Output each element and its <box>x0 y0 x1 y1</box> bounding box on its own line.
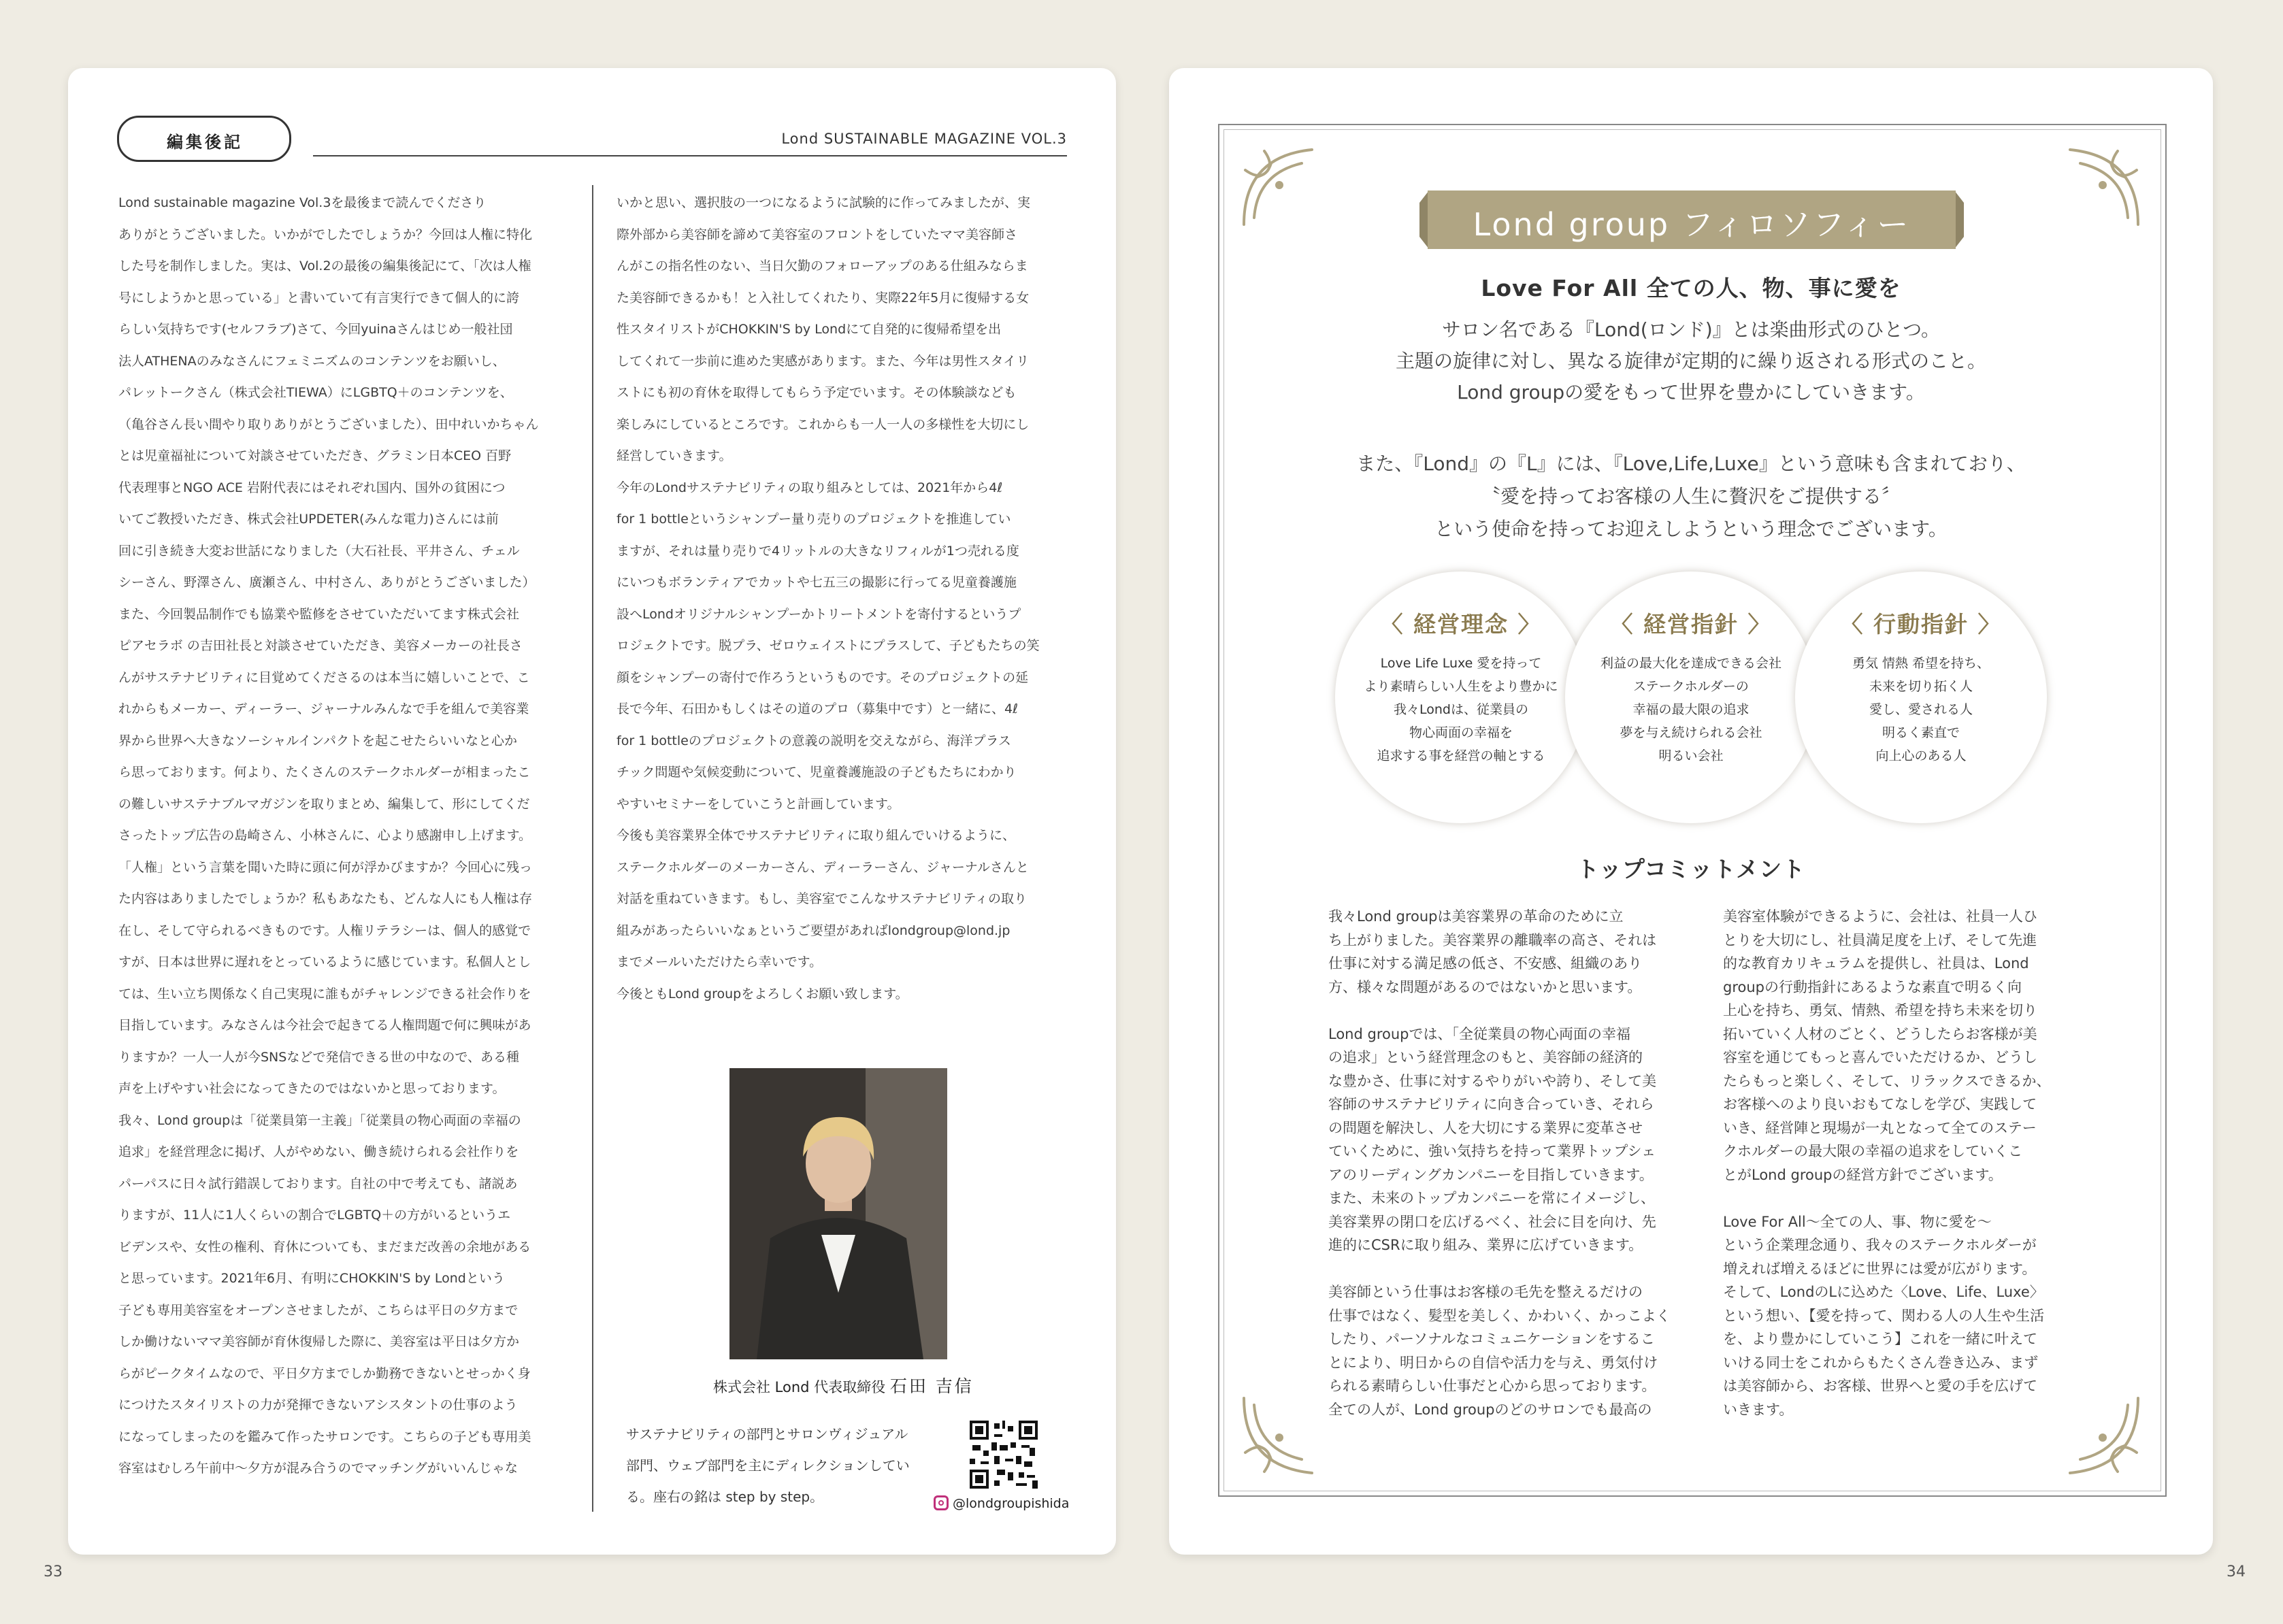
text-line: 美容業界の閉口を広げるべく、社会に目を向け、先 <box>1328 1213 1656 1230</box>
circle-line: 未来を切り拓く人 <box>1869 679 1973 694</box>
text-line <box>1723 1187 2051 1210</box>
text-line: 号にしようかと思っている」と書いていて有言実行できて個人的に誇 <box>118 290 520 305</box>
text-line: すが、日本は世界に遅れをとっているように感じています。私個人とし <box>118 955 531 970</box>
text-line: 我々、Lond groupは「従業員第一主義」「従業員の物心両面の幸福の <box>118 1112 521 1128</box>
text-line: for 1 bottleのプロジェクトの意義の説明を交えながら、海洋プラス <box>617 733 1011 748</box>
text-line: らしい気持ちです(セルフラブ)さて、今回yuinaさんはじめ一般社団 <box>118 322 513 337</box>
text-line: た内容はありましたでしょうか？私もあなたも、どんな人にも人権は存 <box>118 891 533 906</box>
commitment-column-1 <box>1328 905 1671 1421</box>
text-line: ありがとうございました。いかがでしたでしょうか？今回は人権に特化 <box>118 227 533 242</box>
text-line: やすいセミナーをしていこうと計画しています。 <box>617 796 900 812</box>
editorial-column-2 <box>617 187 1040 1010</box>
text-line: になってしまったのを鑑みて作ったサロンです。こちらの子ども専用美 <box>118 1429 531 1444</box>
text-line: また、今回製品制作でも協業や監修をさせていただいてます株式会社 <box>118 606 520 622</box>
text-line: ますが、それは量り売りで4リットルの大きなリフィルが1つ売れる度 <box>617 543 1019 559</box>
text-line: いきます。 <box>1723 1401 1794 1418</box>
page-number-left: 33 <box>44 1563 63 1580</box>
intro-line: 主題の旋律に対し、異なる旋律が定期的に繰り返される形式のこと。 <box>1395 350 1986 372</box>
qr-code-icon[interactable] <box>970 1421 1038 1489</box>
instagram-icon <box>934 1495 949 1510</box>
intro-line: 〝愛を持ってお客様の人生に贅沢をご提供する〞 <box>1481 485 1901 508</box>
header-rule <box>313 155 1067 156</box>
text-line: ち上がりました。美容業界の離職率の高さ、それは <box>1328 931 1657 948</box>
text-line: と思っています。2021年6月、有明にCHOKKIN'S by Londという <box>118 1271 505 1286</box>
text-line: Lond groupでは、「全従業員の物心両面の幸福 <box>1328 1025 1630 1042</box>
page-number-right: 34 <box>2227 1563 2246 1580</box>
corner-ornament-icon <box>2056 1391 2145 1480</box>
text-line: しか働けないママ美容師が育休復帰した際に、美容室は平日は夕方か <box>118 1334 520 1349</box>
left-page <box>68 68 1116 1555</box>
text-line: らがピークタイムなので、平日夕方までしか勤務できないとせっかく身 <box>118 1365 531 1381</box>
text-line: （亀谷さん長い間やり取りありがとうございました）、田中れいかちゃん <box>118 416 539 432</box>
right-page <box>1169 68 2213 1555</box>
text-line: んがサステナビリティに目覚めてくださるのは本当に嬉しいことで、こ <box>118 669 530 685</box>
corner-ornament-icon <box>1237 143 1326 231</box>
text-line: 経営していきます。 <box>617 448 732 463</box>
column-divider <box>592 185 593 1512</box>
circle-body <box>1795 652 2047 767</box>
text-line: チック問題や気候変動について、児童養護施設の子どもたちにわかり <box>617 765 1017 780</box>
text-line: とは児童福祉について対談させていただき、グラミン日本CEO 百野 <box>118 448 512 463</box>
section-tag-label: 編集後記 <box>167 133 243 152</box>
text-line: そして、LondのLに込めた〈Love、Life、Luxe〉 <box>1723 1284 2044 1300</box>
text-line: ストにも初の育休を取得してもらう予定でいます。その体験談なども <box>617 385 1017 400</box>
text-line: という想い、【愛を持って、関わる人の人生や生活 <box>1723 1307 2045 1324</box>
circle-line: 幸福の最大限の追求 <box>1632 702 1750 717</box>
text-line: 回に引き続き大変お世話になりました（大石社長、平井さん、チェル <box>118 543 520 559</box>
text-line: Love For All～全ての人、事、物に愛を～ <box>1723 1213 1992 1230</box>
circle-line: 明るく素直で <box>1882 725 1960 740</box>
text-line: ロジェクトです。脱プラ、ゼロウェイストにプラスして、子どもたちの笑 <box>617 638 1040 653</box>
text-line: 在し、そして守られるべきものです。人権リテラシーは、個人的感覚で <box>118 923 531 938</box>
portrait-photo <box>729 1068 947 1359</box>
text-line: までメールいただけたら幸いです。 <box>617 955 823 970</box>
photo-caption <box>713 1373 974 1397</box>
text-line: の問題を解決し、人を大切にする業界に変革させ <box>1328 1119 1643 1136</box>
text-line: 仕事ではなく、髪型を美しく、かわいく、かっこよく <box>1328 1307 1671 1324</box>
text-line: クホルダーの最大限の幸福の追求をしていくこ <box>1723 1143 2023 1159</box>
circle-line: 夢を与え続けられる会社 <box>1620 725 1762 740</box>
text-line: られる素晴らしい仕事だと心から思っております。 <box>1328 1378 1656 1394</box>
text-line: にいつもボランティアでカットや七五三の撮影に行ってる児童養護施 <box>617 575 1017 590</box>
text-line: お客様へのより良いおもてなしを学び、実践して <box>1723 1096 2037 1112</box>
section-tag <box>117 116 291 162</box>
text-line: 我々Lond groupは美容業界の革命のために立 <box>1328 908 1624 925</box>
text-line: の追求」という経営理念のもと、美容師の経済的 <box>1328 1049 1643 1065</box>
text-line: for 1 bottleというシャンプー量り売りのプロジェクトを推進してい <box>617 512 1011 527</box>
text-line: 仕事に対する満足感の低さ、不安感、組織のあり <box>1328 955 1643 972</box>
text-line: 方、様々な問題があるのではないかと思います。 <box>1328 978 1642 995</box>
text-line: 「人権」という言葉を聞いた時に頭に何が浮かびますか？今回心に残っ <box>118 859 533 875</box>
intro-text-2 <box>1169 448 2213 546</box>
circle-title: 〈 行動指針 〉 <box>1840 611 2002 637</box>
text-line: ビデンスや、女性の権利、育休についても、まだまだ改善の余地がある <box>118 1239 531 1255</box>
text-line: を、より豊かにしていこう】これを一緒に叶えて <box>1723 1331 2037 1347</box>
text-line: れからもメーカー、ディーラー、ジャーナルみんなで手を組んで美容業 <box>118 701 529 716</box>
text-line: んがこの指名性のない、当日欠勤のフォローアップのある仕組みならま <box>617 259 1028 274</box>
text-line: りますか？一人一人が今SNSなどで発信できる世の中なので、ある種 <box>118 1049 519 1065</box>
commitment-column-2 <box>1723 905 2051 1421</box>
circle-line: 物心両面の幸福を <box>1409 725 1513 740</box>
magazine-title: Lond SUSTAINABLE MAGAZINE VOL.3 <box>781 131 1067 147</box>
text-line: ピアセラボ の吉田社長と対談させていただき、美容メーカーの社長さ <box>118 638 523 653</box>
text-line: 今後も美容業界全体でサステナビリティに取り組んでいけるように、 <box>617 828 1015 843</box>
circle-title: 〈 経営指針 〉 <box>1610 611 1772 637</box>
text-line: シーさん、野澤さん、廣瀬さん、中村さん、ありがとうございました） <box>118 575 536 590</box>
text-line: た美容師できるかも！と入社してくれたり、実際22年5月に復帰する女 <box>617 290 1030 305</box>
text-line: 顔をシャンプーの寄付で作ろうというものです。そのプロジェクトの延 <box>617 669 1029 685</box>
text-line: な豊かさ、仕事に対するやりがいや誇り、そして美 <box>1328 1072 1657 1089</box>
circle-line: 明るい会社 <box>1658 748 1724 763</box>
text-line: 法人ATHENAのみなさんにフェミニズムのコンテンツをお願いし、 <box>118 353 506 369</box>
circle-line: 愛し、愛される人 <box>1869 702 1973 717</box>
text-line: 性スタイリストがCHOKKIN'S by Londにて自発的に復帰希望を出 <box>617 322 1002 337</box>
text-line: 代表理事とNGO ACE 岩附代表にはそれぞれ国内、国外の貧困につ <box>118 480 506 495</box>
text-line: とにより、明日からの自信や活力を与え、勇気付け <box>1328 1354 1658 1371</box>
text-line: 長で今年、石田かもしくはその道のプロ（募集中です）と一緒に、4ℓ <box>617 701 1018 716</box>
text-line: 的な教育カリキュラムを提供し、社員は、Lond <box>1723 955 2029 972</box>
text-line: 界から世界へ大きなソーシャルインパクトを起こせたらいいなと心か <box>118 733 517 748</box>
text-line: 今後ともLond groupをよろしくお願い致します。 <box>617 986 908 1001</box>
text-line: 美容師という仕事はお客様の毛先を整えるだけの <box>1328 1284 1643 1300</box>
text-line: アのリーディングカンパニーを目指していきます。 <box>1328 1166 1654 1183</box>
bio-line: 部門、ウェブ部門を主にディレクションしてい <box>626 1457 910 1474</box>
corner-ornament-icon <box>2056 143 2145 231</box>
text-line: 進的にCSRに取り組み、業界に広げていきます。 <box>1328 1237 1643 1253</box>
circle-line: ステークホルダーの <box>1633 679 1749 694</box>
text-line: 声を上げやすい社会になってきたのではないかと思っております。 <box>118 1081 506 1096</box>
text-line: いける同士をこれからもたくさん巻き込み、まず <box>1723 1354 2039 1371</box>
text-line: 対話を重ねていきます。もし、美容室でこんなサステナビリティの取り <box>617 891 1027 906</box>
text-line: 目指しています。みなさんは今社会で起きてる人権問題で何に興味があ <box>118 1018 531 1033</box>
circle-action-guideline <box>1795 571 2047 823</box>
circle-title: 〈 経営理念 〉 <box>1380 611 1542 637</box>
intro-line: という使命を持ってお迎えしようという理念でございます。 <box>1434 518 1948 540</box>
text-line: 今年のLondサステナビリティの取り組みとしては、2021年から4ℓ <box>617 480 1003 495</box>
bio-line: る。座右の銘は step by step。 <box>626 1489 824 1505</box>
circle-body <box>1335 652 1587 767</box>
text-line: 増えれば増えるほどに世界には愛が広がります。 <box>1723 1260 2037 1277</box>
text-line: は美容師から、お客様、世界へと愛の手を広げて <box>1723 1378 2037 1394</box>
text-line: 容室を通じてもっと喜んでいただけるか、どうし <box>1723 1049 2037 1065</box>
text-line: また、未来のトップカンパニーを常にイメージし、 <box>1328 1190 1656 1206</box>
circle-line: 勇気 情熱 希望を持ち、 <box>1852 656 1990 671</box>
text-line: ては、生い立ち関係なく自己実現に誰もがチャレンジできる社会作りを <box>118 986 531 1001</box>
text-line: 容師のサステナビリティに向き合っていき、それら <box>1328 1096 1654 1112</box>
text-line <box>1328 999 1671 1023</box>
text-line: とりを大切にし、社員満足度を上げ、そして先進 <box>1723 931 2037 948</box>
text-line: とがLond groupの経営方針でございます。 <box>1723 1166 2003 1183</box>
text-line: たらもっと楽しく、そして、リラックスできるか、 <box>1723 1072 2051 1089</box>
text-line: 拓いていく人材のごとく、どうしたらお客様が美 <box>1723 1025 2037 1042</box>
circle-management-guideline <box>1565 571 1817 823</box>
text-line: さったトップ広告の島崎さん、小林さんに、心より感謝申し上げます。 <box>118 828 532 843</box>
top-commitment-heading: トップコミットメント <box>1576 856 1806 882</box>
circle-body <box>1565 652 1817 767</box>
editorial-column-1 <box>118 187 539 1485</box>
text-line: 楽しみにしているところです。これからも一人一人の多様性を大切にし <box>617 416 1030 432</box>
circle-line: 追求する事を経営の軸とする <box>1377 748 1545 763</box>
text-line: 設へLondオリジナルシャンプーかトリートメントを寄付するというプ <box>617 606 1021 622</box>
text-line: 追求」を経営理念に掲げ、人がやめない、働き続けられる会社作りを <box>118 1144 519 1159</box>
intro-line: サロン名である『Lond(ロンド)』とは楽曲形式のひとつ。 <box>1442 318 1940 341</box>
text-line: パレットークさん（株式会社TIEWA）にLGBTQ＋のコンテンツを、 <box>118 385 513 400</box>
corner-ornament-icon <box>1237 1391 1326 1480</box>
text-line: りますが、11人に1人くらいの割合でLGBTQ＋の方がいるというエ <box>118 1208 511 1223</box>
text-line: した号を制作しました。実は、Vol.2の最後の編集後記にて、「次は人権 <box>118 259 531 274</box>
caption-name: 石田 吉信 <box>889 1376 974 1396</box>
instagram-label: @londgroupishida <box>953 1496 1070 1511</box>
text-line: ていくために、強い気持ちを持って業界トップシェ <box>1328 1143 1656 1159</box>
text-line: の難しいサステナブルマガジンを取りまとめ、編集して、形にしてくだ <box>118 796 530 812</box>
text-line: 美容室体験ができるように、会社は、社員一人ひ <box>1723 908 2037 925</box>
circle-line: 我々Londは、従業員の <box>1394 702 1528 717</box>
text-line: いき、経営陣と現場が一丸となって全てのステー <box>1723 1119 2037 1136</box>
philosophy-headline: Love For All 全ての人、物、事に愛を <box>1481 275 1901 301</box>
circle-line: より素晴らしい人生をより豊かに <box>1364 679 1558 694</box>
text-line <box>1328 1257 1671 1281</box>
profile-bio <box>626 1419 910 1512</box>
text-line: 子ども専用美容室をオープンさせましたが、こちらは平日の夕方まで <box>118 1302 519 1318</box>
text-line: ら思っております。何より、たくさんのステークホルダーが相まったこ <box>118 765 531 780</box>
text-line: 際外部から美容師を諦めて美容室のフロントをしていたママ美容師さ <box>617 227 1018 242</box>
text-line: につけたスタイリストの力が発揮できないアシスタントの仕事のよう <box>118 1397 518 1412</box>
text-line: いてご教授いただき、株式会社UPDETER(みんな電力)さんには前 <box>118 512 499 527</box>
circle-management-philosophy <box>1335 571 1587 823</box>
intro-text <box>1169 314 2213 408</box>
text-line: groupの行動指針にあるような素直で明るく向 <box>1723 978 2022 995</box>
text-line: いかと思い、選択肢の一つになるように試験的に作ってみましたが、実 <box>617 195 1031 210</box>
bio-line: サステナビリティの部門とサロンヴィジュアル <box>626 1426 908 1442</box>
intro-line: Lond groupの愛をもって世界を豊かにしていきます。 <box>1457 381 1925 403</box>
text-line: パーパスに日々試行錯誤しております。自社の中で考えても、諸説あ <box>118 1176 518 1191</box>
text-line: 容室はむしろ午前中～夕方が混み合うのでマッチングがいいんじゃな <box>118 1461 518 1476</box>
instagram-handle[interactable] <box>934 1495 1069 1511</box>
circle-line: 利益の最大化を達成できる会社 <box>1600 656 1781 671</box>
text-line: したり、パーソナルなコミュニケーションをするこ <box>1328 1331 1655 1347</box>
text-line: という企業理念通り、我々のステークホルダーが <box>1723 1237 2037 1253</box>
circle-line: Love Life Luxe 愛を持って <box>1380 656 1542 671</box>
text-line: 組みがあったらいいなぁというご要望があればlondgroup@lond.jp <box>617 923 1011 938</box>
text-line: 全ての人が、Lond groupのどのサロンでも最高の <box>1328 1401 1652 1418</box>
text-line: ステークホルダーのメーカーさん、ディーラーさん、ジャーナルさんと <box>617 859 1029 875</box>
text-line: 上心を持ち、勇気、情熱、希望を持ち未来を切り <box>1723 1002 2037 1018</box>
caption-company: 株式会社 Lond 代表取締役 <box>713 1379 890 1395</box>
intro-line: また、『Lond』の『L』には、『Love,Life,Luxe』という意味も含まれており、 <box>1356 452 2026 475</box>
portrait-illustration <box>729 1068 947 1359</box>
circle-line: 向上心のある人 <box>1875 748 1967 763</box>
text-line: Lond sustainable magazine Vol.3を最後まで読んでくださり <box>118 195 487 210</box>
banner-title: Lond group フィロソフィー <box>1473 206 1911 243</box>
text-line: してくれて一歩前に進めた実感があります。また、今年は男性スタイリ <box>617 353 1030 369</box>
